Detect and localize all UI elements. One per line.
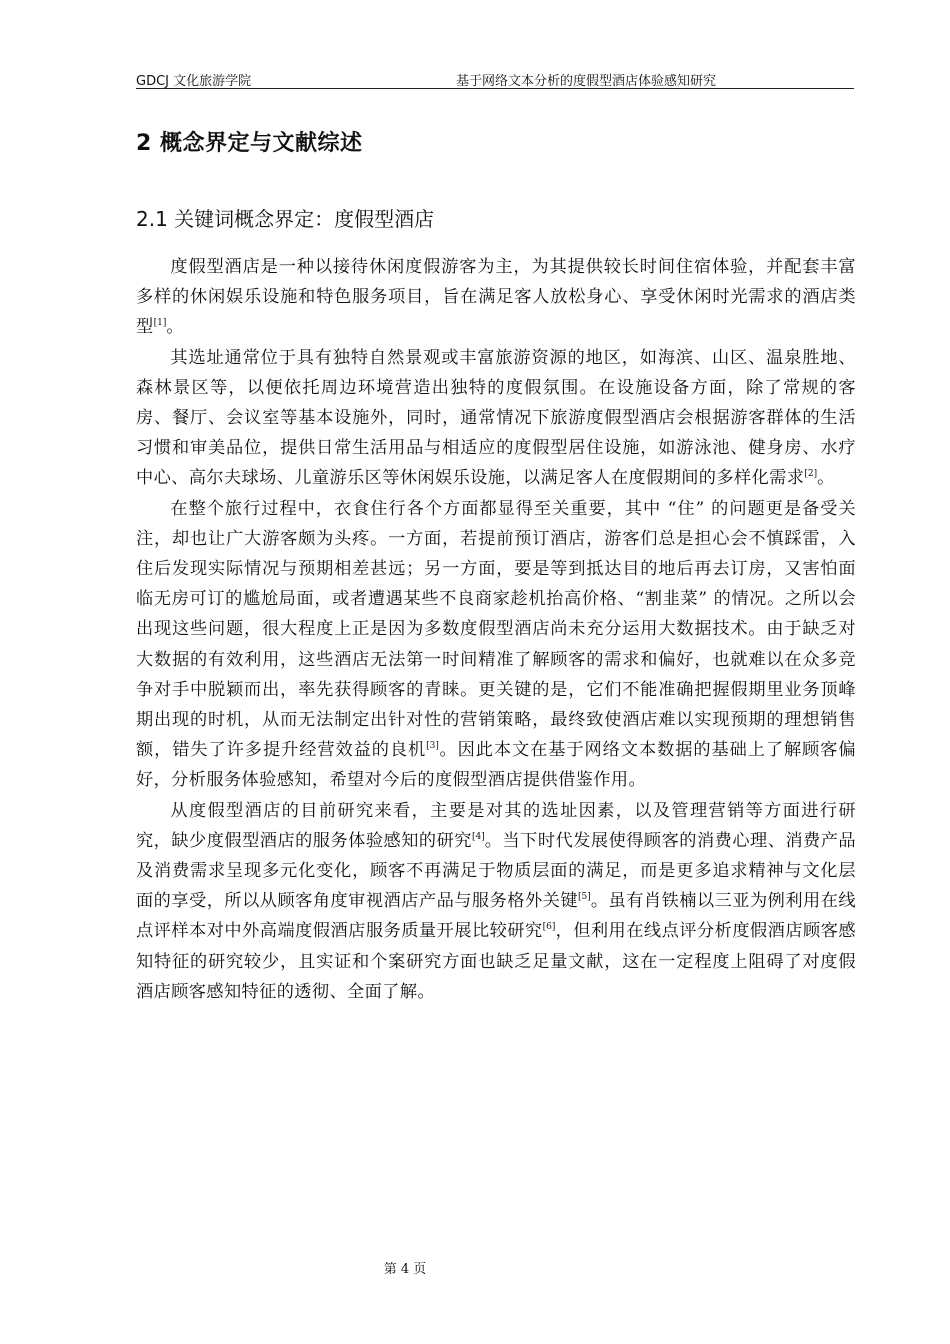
body-text xyxy=(136,252,856,1007)
paragraph-text: 。 xyxy=(166,317,184,338)
header-thesis-title: 基于网络文本分析的度假型酒店体验感知研究 xyxy=(456,74,717,89)
paragraph-text: 。当下时代发展使得顾客的消费心理、消费产品及消费需求呈现多元化变化，顾客不再满足于物质层面的满足，而是更多追求精神与文化层面的享受，所以从顾客角度审视酒店产品与服务格外关键 xyxy=(136,830,857,912)
paragraph-text: 从度假型酒店的目前研究来看，主要是对其的选址因素，以及管理营销等方面进行研究，缺少度假型酒店的服务体验感知的研究 xyxy=(136,800,856,851)
paragraph-text: 其选址通常位于具有独特自然景观或丰富旅游资源的地区，如海滨、山区、温泉胜地、森林景区等，以便依托周边环境营造出独特的度假氛围。在设施设备方面，除了常规的客房、餐厅、会议室等基本设施外，同时，通常情况下旅游度假型酒店会根据游客群体的生活习惯和审美品位，提供日常生活用品与相适应的度假型居住设施，如游泳池、健身房、水疗中心、高尔夫球场、儿童游乐区等休闲娱乐设施，以满足客人在度假期间的多样化需求 xyxy=(136,347,856,489)
body-paragraph xyxy=(136,494,856,796)
body-paragraph xyxy=(136,796,856,1007)
page-number: 第 4 页 xyxy=(383,1262,427,1277)
page-header xyxy=(136,70,854,89)
paragraph-text: 。 xyxy=(817,468,835,489)
chapter-title: 2 概念界定与文献综述 xyxy=(136,131,363,156)
body-paragraph xyxy=(136,252,856,343)
citation-reference: [5] xyxy=(578,892,591,903)
header-institution: GDCJ 文化旅游学院 xyxy=(136,74,252,89)
body-paragraph xyxy=(136,343,856,494)
citation-reference: [1] xyxy=(153,318,167,329)
paragraph-text: ，但利用在线点评分析度假酒店顾客感知特征的研究较少，且实证和个案研究方面也缺乏足量文献，这在一定程度上阻碍了对度假酒店顾客感知特征的透彻、全面了解。 xyxy=(136,921,856,1002)
citation-reference: [6] xyxy=(542,922,556,933)
citation-reference: [2] xyxy=(804,469,818,480)
citation-reference: [4] xyxy=(471,831,485,842)
paragraph-text: 度假型酒店是一种以接待休闲度假游客为主，为其提供较长时间住宿体验，并配套丰富多样的休闲娱乐设施和特色服务项目，旨在满足客人放松身心、享受休闲时光需求的酒店类型 xyxy=(136,257,856,338)
section-title: 2.1 关键词概念界定：度假型酒店 xyxy=(136,207,435,231)
citation-reference: [3] xyxy=(426,741,439,752)
paragraph-text: 。虽有肖铁楠以三亚为例利用在线点评样本对中外高端度假酒店服务质量开展比较研究 xyxy=(136,891,856,942)
paragraph-text: 。因此本文在基于网络文本数据的基础上了解顾客偏好，分析服务体验感知，希望对今后的度假型酒店提供借鉴作用。 xyxy=(136,740,856,791)
paragraph-text: 在整个旅行过程中，衣食住行各个方面都显得至关重要，其中 “住” 的问题更是备受关注，却也让广大游客颇为头疼。一方面，若提前预订酒店，游客们总是担心会不慎踩雷，入住后发现实际情况与预期相差甚远；另一方面，要是等到抵达目的地后再去订房，又害怕面临无房可订的尴尬局面，或者遭遇某些不良商家趁机抬高价格、“割韭菜” 的情况。之所以会出现这些问题，很大程度上正是因为多数度假型酒店尚未充分运用大数据技术。由于缺乏对大数据的有效利用，这些酒店无法第一时间精准了解顾客的需求和偏好，也就难以在众多竞争对手中脱颖而出，率先获得顾客的青睐。更关键的是，它们不能准确把握假期里业务顶峰期出现的时机，从而无法制定出针对性的营销策略，最终致使酒店难以实现预期的理想销售额，错失了许多提升经营效益的良机 xyxy=(136,498,856,761)
